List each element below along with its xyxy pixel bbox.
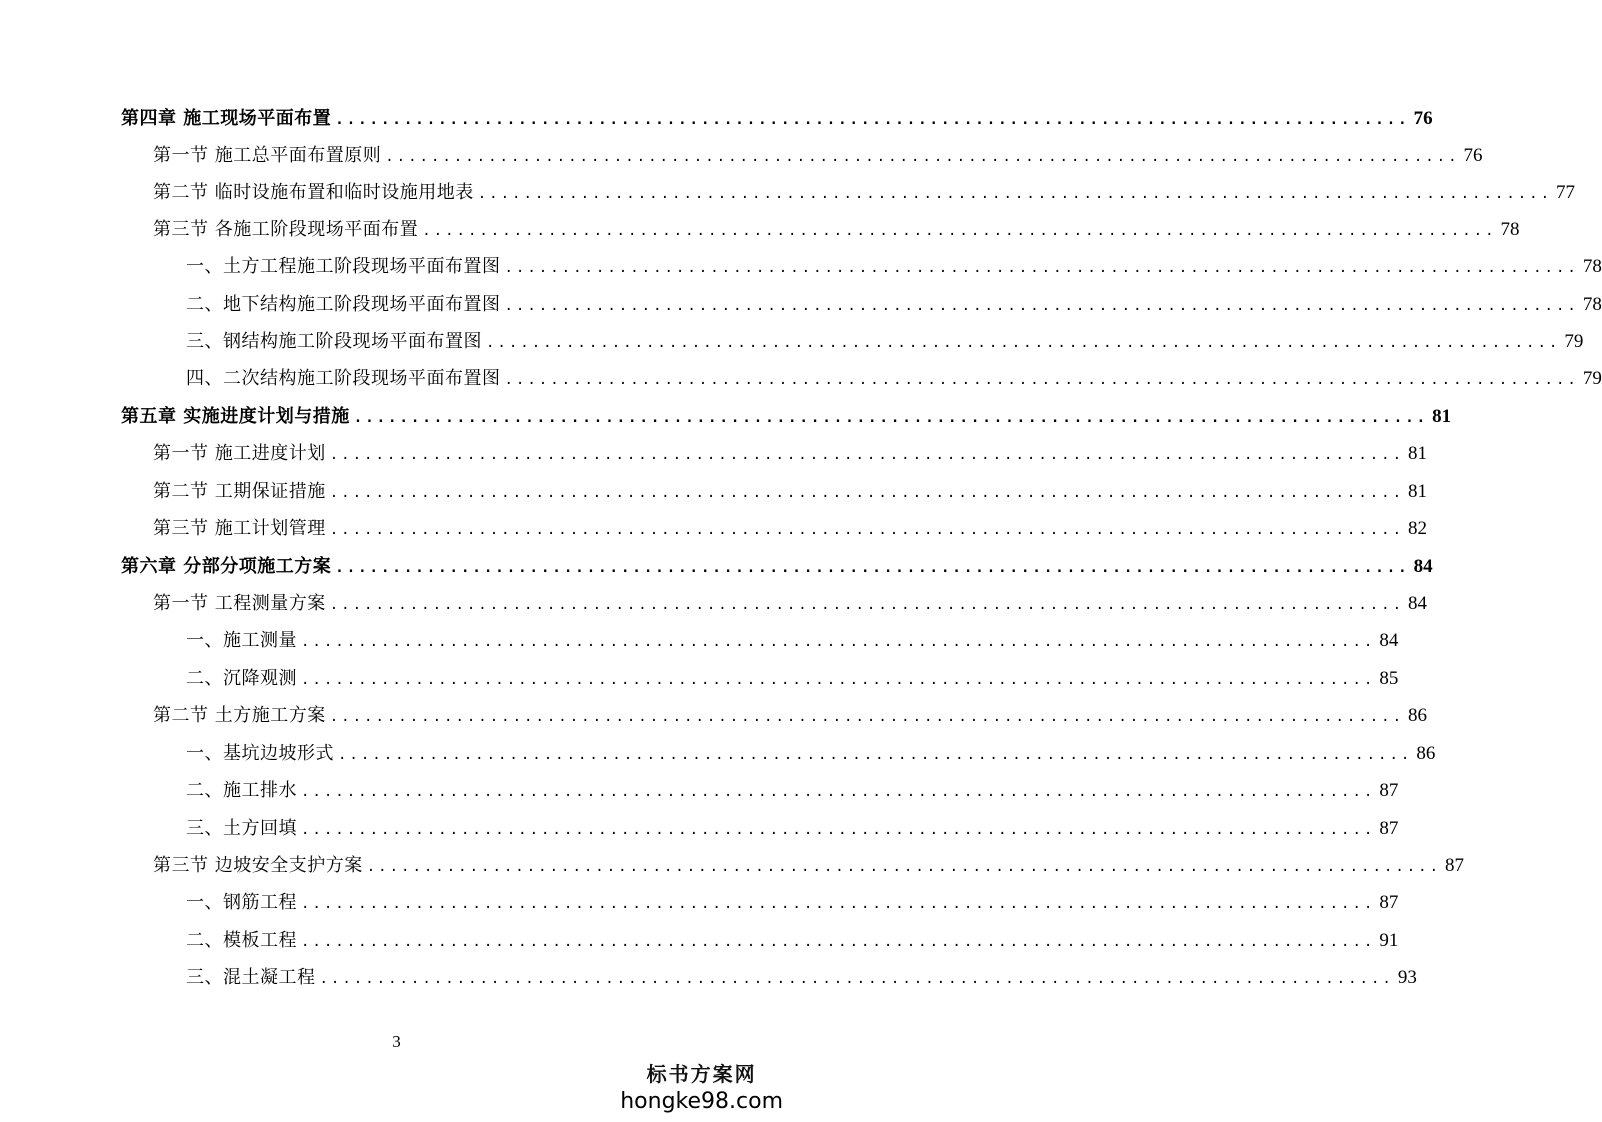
toc-title: 二、地下结构施工阶段现场平面布置图 — [186, 294, 501, 315]
toc-title: 一、施工测量 — [186, 630, 297, 651]
toc-page-number: 81 — [1408, 443, 1428, 464]
toc-page-number: 86 — [1408, 705, 1428, 726]
toc-title: 三、土方回填 — [186, 818, 297, 839]
toc-title: 第三节 边坡安全支护方案 — [153, 855, 363, 876]
dot-leader: .............................................................................................. — [335, 112, 1410, 128]
toc-title: 第一节 施工总平面布置原则 — [153, 145, 382, 166]
toc-entry-subsection[interactable] — [186, 922, 1399, 959]
dot-leader: .............................................................................................. — [329, 447, 1405, 463]
toc-title: 四、二次结构施工阶段现场平面布置图 — [186, 368, 501, 389]
toc-title: 第六章 分部分项施工方案 — [121, 556, 332, 577]
dot-leader: .............................................................................................. — [329, 485, 1405, 501]
toc-entry-section[interactable] — [153, 211, 1520, 248]
toc-title: 第一节 施工进度计划 — [153, 443, 326, 464]
toc-page-number: 85 — [1379, 668, 1399, 689]
toc-entry-subsection[interactable] — [186, 286, 1602, 323]
toc-page-number: 86 — [1416, 743, 1436, 764]
toc-page-number: 78 — [1500, 219, 1520, 240]
dot-leader: .............................................................................................. — [385, 149, 1460, 165]
toc-entry-subsection[interactable] — [186, 735, 1436, 772]
toc-page-number: 78 — [1582, 294, 1602, 315]
toc-title: 第二节 工期保证措施 — [153, 481, 326, 502]
toc-page-number: 91 — [1379, 930, 1399, 951]
toc-entry-subsection[interactable] — [186, 323, 1584, 360]
dot-leader: .............................................................................................. — [301, 934, 1376, 950]
dot-leader: .............................................................................................. — [504, 260, 1579, 276]
toc-entry-section[interactable] — [153, 435, 1428, 472]
dot-leader: .............................................................................................. — [353, 410, 1429, 426]
toc-entry-chapter-6[interactable] — [121, 548, 1433, 585]
toc-entry-subsection[interactable] — [186, 622, 1399, 659]
toc-title: 三、钢结构施工阶段现场平面布置图 — [186, 331, 482, 352]
watermark-chinese-text: 标书方案网 — [646, 1062, 757, 1086]
dot-leader: .............................................................................................. — [504, 372, 1579, 388]
watermark-url: hongke98.com — [620, 1089, 783, 1114]
toc-entry-chapter-4[interactable] — [121, 100, 1433, 137]
toc-page-number: 77 — [1556, 182, 1576, 203]
toc-title: 二、沉降观测 — [186, 668, 297, 689]
watermark — [620, 1058, 783, 1114]
dot-leader: .............................................................................................. — [422, 223, 1497, 239]
toc-entry-subsection[interactable] — [186, 884, 1399, 921]
toc-entry-section[interactable] — [153, 585, 1428, 622]
dot-leader: .............................................................................................. — [301, 672, 1376, 688]
toc-page-number: 76 — [1413, 108, 1433, 129]
dot-leader: .............................................................................................. — [329, 597, 1405, 613]
toc-page-number: 76 — [1463, 145, 1483, 166]
dot-leader: .............................................................................................. — [319, 971, 1394, 987]
dot-leader: .............................................................................................. — [301, 634, 1376, 650]
toc-page-number: 82 — [1408, 518, 1428, 539]
toc-title: 第一节 工程测量方案 — [153, 593, 326, 614]
toc-entry-section[interactable] — [153, 847, 1465, 884]
toc-title: 二、模板工程 — [186, 930, 297, 951]
toc-entry-section[interactable] — [153, 697, 1428, 734]
dot-leader: .............................................................................................. — [338, 747, 1413, 763]
toc-title: 第五章 实施进度计划与措施 — [121, 406, 350, 427]
dot-leader: .............................................................................................. — [335, 560, 1410, 576]
toc-entry-section[interactable] — [153, 137, 1483, 174]
dot-leader: .............................................................................................. — [504, 298, 1579, 314]
toc-title: 三、混土凝工程 — [186, 967, 316, 988]
toc-page-number: 79 — [1564, 331, 1584, 352]
toc-title: 第三节 各施工阶段现场平面布置 — [153, 219, 419, 240]
toc-page-number: 84 — [1408, 593, 1428, 614]
toc-title: 第四章 施工现场平面布置 — [121, 108, 332, 129]
page-number: 3 — [392, 1032, 401, 1051]
dot-leader: .............................................................................................. — [486, 335, 1561, 351]
toc-entry-subsection[interactable] — [186, 248, 1602, 285]
dot-leader: .............................................................................................. — [301, 822, 1376, 838]
toc-title: 一、基坑边坡形式 — [186, 743, 334, 764]
dot-leader: .............................................................................................. — [366, 859, 1442, 875]
toc-entry-section[interactable] — [153, 510, 1428, 547]
dot-leader: .............................................................................................. — [329, 522, 1405, 538]
toc-page-number: 79 — [1582, 368, 1602, 389]
toc-title: 二、施工排水 — [186, 780, 297, 801]
toc-title: 一、土方工程施工阶段现场平面布置图 — [186, 256, 501, 277]
toc-page-number: 87 — [1379, 780, 1399, 801]
toc-entry-subsection[interactable] — [186, 772, 1399, 809]
toc-entry-section[interactable] — [153, 473, 1428, 510]
toc-entry-subsection[interactable] — [186, 959, 1417, 996]
dot-leader: .............................................................................................. — [301, 784, 1376, 800]
toc-page-number: 84 — [1413, 556, 1433, 577]
toc-page-number: 87 — [1379, 892, 1399, 913]
dot-leader: .............................................................................................. — [477, 186, 1553, 202]
toc-title: 一、钢筋工程 — [186, 892, 297, 913]
toc-title: 第二节 临时设施布置和临时设施用地表 — [153, 182, 474, 203]
toc-page-number: 93 — [1397, 967, 1417, 988]
toc-entry-subsection[interactable] — [186, 360, 1602, 397]
toc-title: 第三节 施工计划管理 — [153, 518, 326, 539]
toc-entry-section[interactable] — [153, 174, 1576, 211]
toc-entry-chapter-5[interactable] — [121, 398, 1452, 435]
toc-page-number: 81 — [1432, 406, 1452, 427]
toc-entry-subsection[interactable] — [186, 660, 1399, 697]
toc-page-number: 87 — [1445, 855, 1465, 876]
toc-title: 第二节 土方施工方案 — [153, 705, 326, 726]
toc-page-number: 78 — [1582, 256, 1602, 277]
dot-leader: .............................................................................................. — [329, 709, 1405, 725]
toc-entry-subsection[interactable] — [186, 810, 1399, 847]
dot-leader: .............................................................................................. — [301, 896, 1376, 912]
toc-page-number: 84 — [1379, 630, 1399, 651]
toc-page-number: 81 — [1408, 481, 1428, 502]
toc-page-number: 87 — [1379, 818, 1399, 839]
